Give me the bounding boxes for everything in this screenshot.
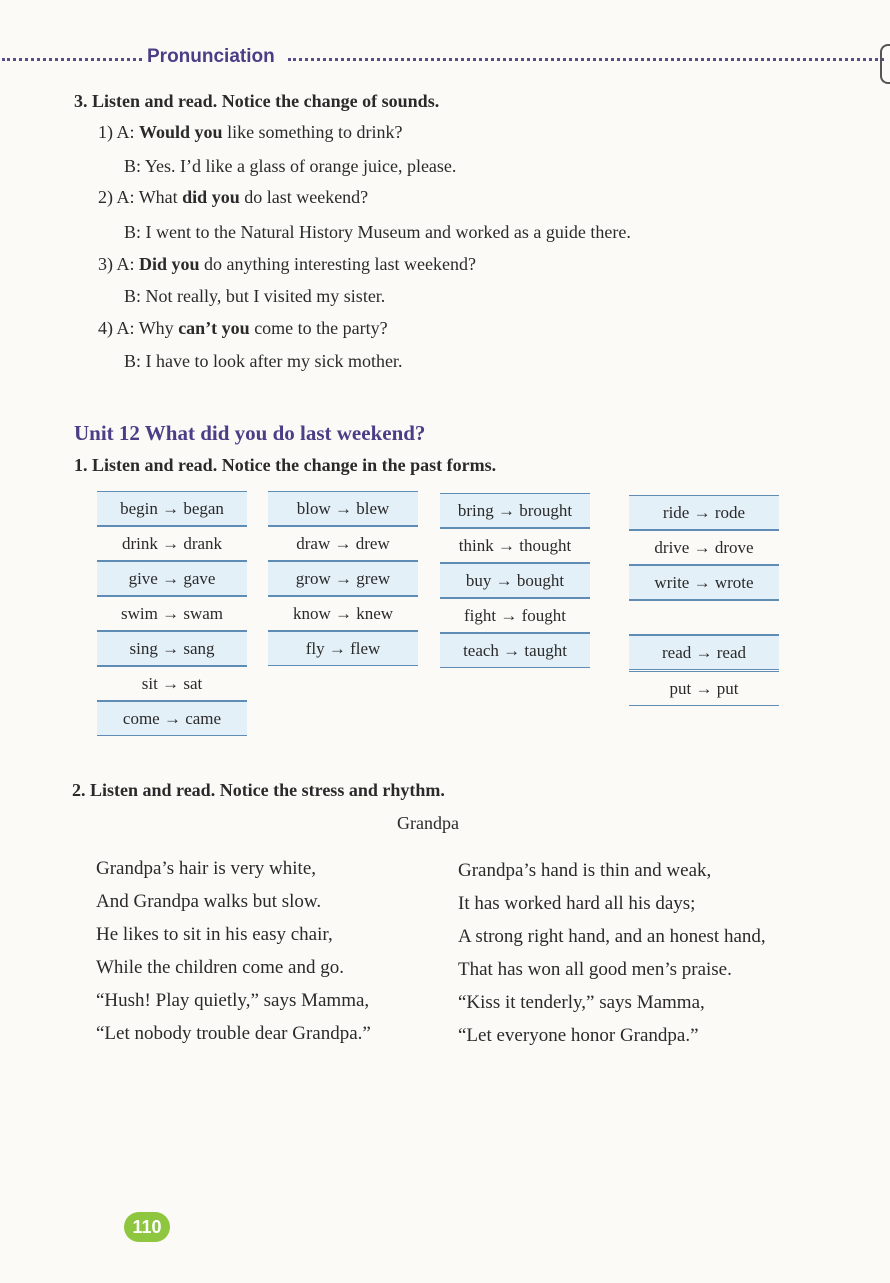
poem-left-line: “Hush! Play quietly,” says Mamma, (96, 990, 370, 1011)
verb-cell: grow → grew (268, 561, 418, 596)
verb-cell: come → came (97, 701, 247, 736)
verb-cell: fight → fought (440, 598, 590, 633)
verb-cell: buy → bought (440, 563, 590, 598)
dialog-4-a: 4) A: Why can’t you come to the party? (98, 318, 388, 338)
dotted-rule-right (288, 58, 884, 61)
poem-left-line: While the children come and go. (96, 957, 344, 978)
section-title: Pronunciation (147, 46, 275, 67)
verb-cell: sing → sang (97, 631, 247, 666)
page-number: 110 (124, 1212, 170, 1242)
dialog-3-a: 3) A: Did you do anything interesting last weekend? (98, 254, 476, 274)
poem-left-line: “Let nobody trouble dear Grandpa.” (96, 1023, 371, 1044)
verb-cell: teach → taught (440, 633, 590, 668)
dialog-2-a: 2) A: What did you do last weekend? (98, 187, 369, 207)
dialog-4-b: B: I have to look after my sick mother. (124, 351, 403, 371)
verb-cell: know → knew (268, 596, 418, 631)
past-forms-heading: 1. Listen and read. Notice the change in the past forms. (74, 455, 497, 475)
poem-title: Grandpa (397, 813, 459, 833)
poem-left-line: Grandpa’s hair is very white, (96, 858, 317, 879)
dialog-1-b: B: Yes. I’d like a glass of orange juice, please. (124, 156, 457, 176)
verb-cell: drink → drank (97, 526, 247, 561)
verb-cell (629, 600, 779, 635)
dotted-rule-left (2, 58, 142, 61)
poem-right-line: “Let everyone honor Grandpa.” (458, 1025, 699, 1046)
poem-right-line: A strong right hand, and an honest hand, (458, 926, 766, 947)
verb-cell: put → put (629, 671, 779, 706)
verb-cell: draw → drew (268, 526, 418, 561)
verb-cell: drive → drove (629, 530, 779, 565)
unit-title: Unit 12 What did you do last weekend? (74, 421, 426, 445)
poem-right-line: That has won all good men’s praise. (458, 959, 732, 980)
poem-left-line: And Grandpa walks but slow. (96, 891, 322, 912)
section3-heading: 3. Listen and read. Notice the change of sounds. (74, 91, 440, 111)
dialog-1-a: 1) A: Would you like something to drink? (98, 122, 403, 142)
poem-right-line: It has worked hard all his days; (458, 893, 696, 914)
verb-cell: give → gave (97, 561, 247, 596)
section-header (0, 44, 890, 72)
page-edge-bracket (880, 44, 890, 84)
verb-cell: blow → blew (268, 491, 418, 526)
poem-right-line: Grandpa’s hand is thin and weak, (458, 860, 712, 881)
verb-cell: swim → swam (97, 596, 247, 631)
verb-cell: fly → flew (268, 631, 418, 666)
poem-right-line: “Kiss it tenderly,” says Mamma, (458, 992, 705, 1013)
verb-cell: think → thought (440, 528, 590, 563)
verb-cell: sit → sat (97, 666, 247, 701)
poem-left-line: He likes to sit in his easy chair, (96, 924, 333, 945)
verb-cell: begin → began (97, 491, 247, 526)
dialog-2-b: B: I went to the Natural History Museum and worked as a guide there. (124, 222, 631, 242)
dialog-3-b: B: Not really, but I visited my sister. (124, 286, 386, 306)
stress-heading: 2. Listen and read. Notice the stress and rhythm. (72, 780, 445, 800)
verb-cell: ride → rode (629, 495, 779, 530)
verb-cell: write → wrote (629, 565, 779, 600)
verb-cell: read → read (629, 635, 779, 670)
verb-cell: bring → brought (440, 493, 590, 528)
